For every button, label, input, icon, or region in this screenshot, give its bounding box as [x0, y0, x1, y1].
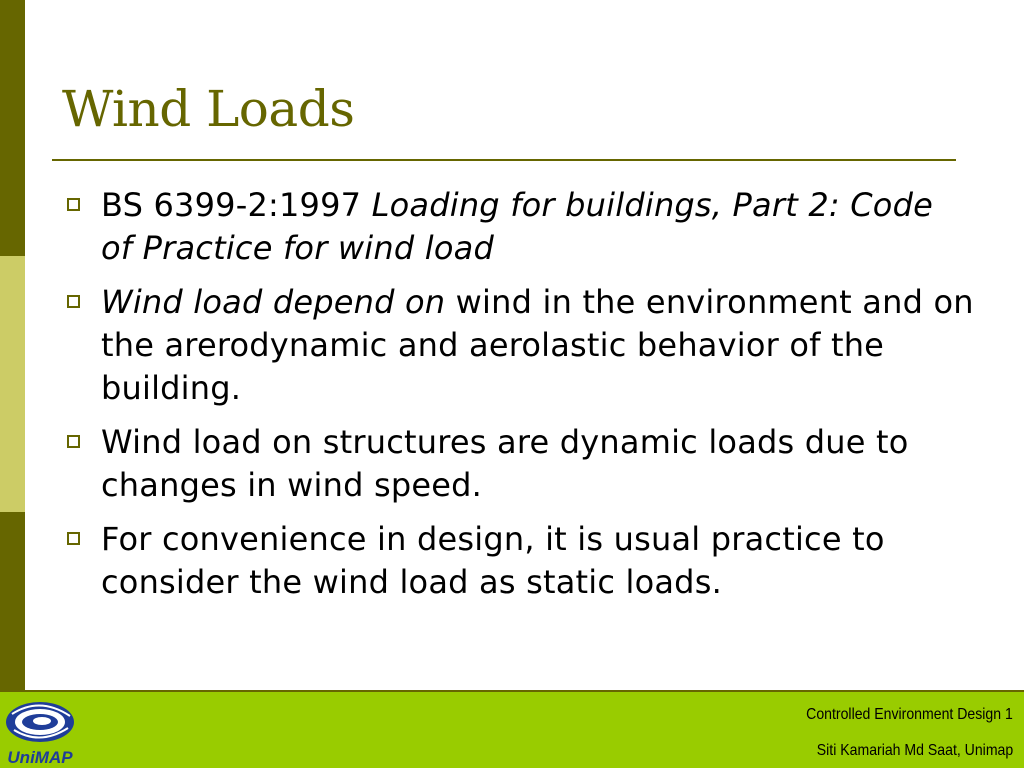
bullet-text: Wind load on structures are dynamic loads due to changes in wind speed.	[101, 423, 909, 504]
bullet-text: For convenience in design, it is usual practice to consider the wind load as static loads.	[101, 520, 885, 601]
bullet-italic-lead: Wind load depend on	[101, 283, 446, 321]
title-divider	[52, 159, 956, 161]
bullet-item	[64, 421, 974, 507]
sidebar-decoration	[0, 0, 25, 768]
footer-author: Siti Kamariah Md Saat, Unimap	[816, 742, 1013, 759]
sidebar-block-top	[0, 0, 25, 256]
bullet-item	[64, 518, 974, 604]
square-bullet-icon	[67, 295, 80, 308]
square-bullet-icon	[67, 198, 80, 211]
bullet-item	[64, 184, 974, 270]
bullet-list	[64, 184, 974, 615]
square-bullet-icon	[67, 532, 80, 545]
sidebar-block-middle	[0, 256, 25, 512]
bullet-italic-text: Loading for buildings, Part 2: Code of Practice for wind load	[101, 186, 933, 267]
slide-title: Wind Loads	[62, 80, 355, 138]
square-bullet-icon	[67, 435, 80, 448]
svg-text:UniMAP: UniMAP	[7, 748, 73, 766]
bullet-text: wind in the environment and on the arerodynamic and aerolastic behavior of the building.	[101, 283, 974, 407]
unimap-logo	[2, 694, 78, 766]
bullet-item	[64, 281, 974, 410]
footer-course-title: Controlled Environment Design 1	[806, 706, 1013, 723]
bullet-text: BS 6399-2:1997	[101, 186, 372, 224]
